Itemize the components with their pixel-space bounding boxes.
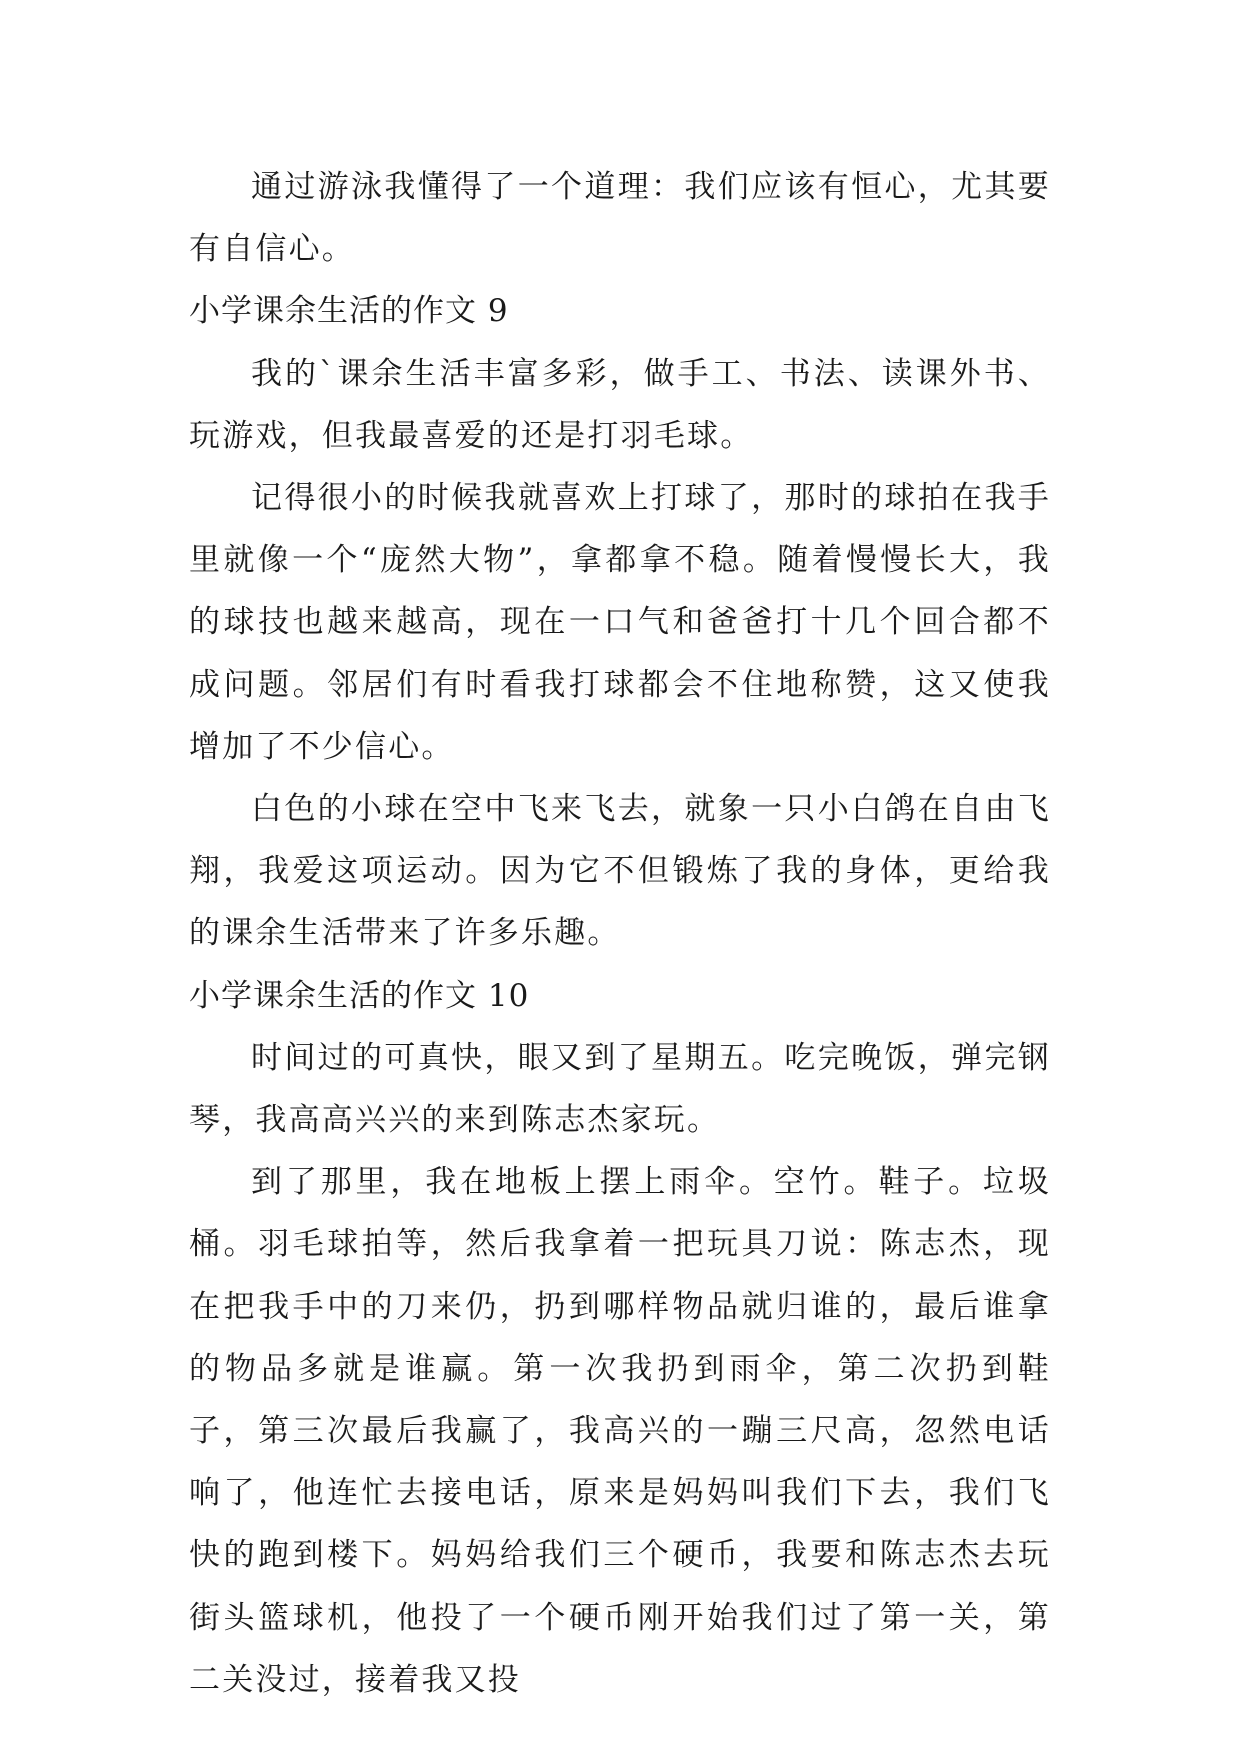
paragraph-swimming-conclusion: 通过游泳我懂得了一个道理：我们应该有恒心，尤其要有自信心。 <box>189 169 1051 268</box>
paragraph-friday: 时间过的可真快，眼又到了星期五。吃完晚饭，弹完钢琴，我高高兴兴的来到陈志杰家玩。 <box>189 1039 1051 1139</box>
paragraph-white-ball: 白色的小球在空中飞来飞去，就象一只小白鸽在自由飞翔，我爱这项运动。因为它不但锻炼了我的身体，更给我的课余生活带来了许多乐趣。 <box>189 791 1051 952</box>
paragraph-activities: 我的`课余生活丰富多彩，做手工、书法、读课外书、玩游戏，但我最喜爱的还是打羽毛球。 <box>189 355 1051 454</box>
document-body <box>189 156 1051 1711</box>
essay-heading-10: 小学课余生活的作文 10 <box>189 977 530 1014</box>
essay-heading-9: 小学课余生活的作文 9 <box>189 293 509 330</box>
paragraph-badminton-memory: 记得很小的时候我就喜欢上打球了，那时的球拍在我手里就像一个“庞然大物”，拿都拿不稳。随着慢慢长大，我的球技也越来越高，现在一口气和爸爸打十几个回合都不成问题。邻居们有时看我打球都会不住地称赞，这又使我增加了不少信心。 <box>189 480 1051 765</box>
paragraph-game: 到了那里，我在地板上摆上雨伞。空竹。鞋子。垃圾桶。羽毛球拍等，然后我拿着一把玩具刀说：陈志杰，现在把我手中的刀来仍，扔到哪样物品就归谁的，最后谁拿的物品多就是谁赢。第一次我扔到雨伞，第二次扔到鞋子，第三次最后我赢了，我高兴的一蹦三尺高，忽然电话响了，他连忙去接电话，原来是妈妈叫我们下去，我们飞快的跑到楼下。妈妈给我们三个硬币，我要和陈志杰去玩街头篮球机，他投了一个硬币刚开始我们过了第一关，第二关没过，接着我又投 <box>189 1164 1051 1698</box>
